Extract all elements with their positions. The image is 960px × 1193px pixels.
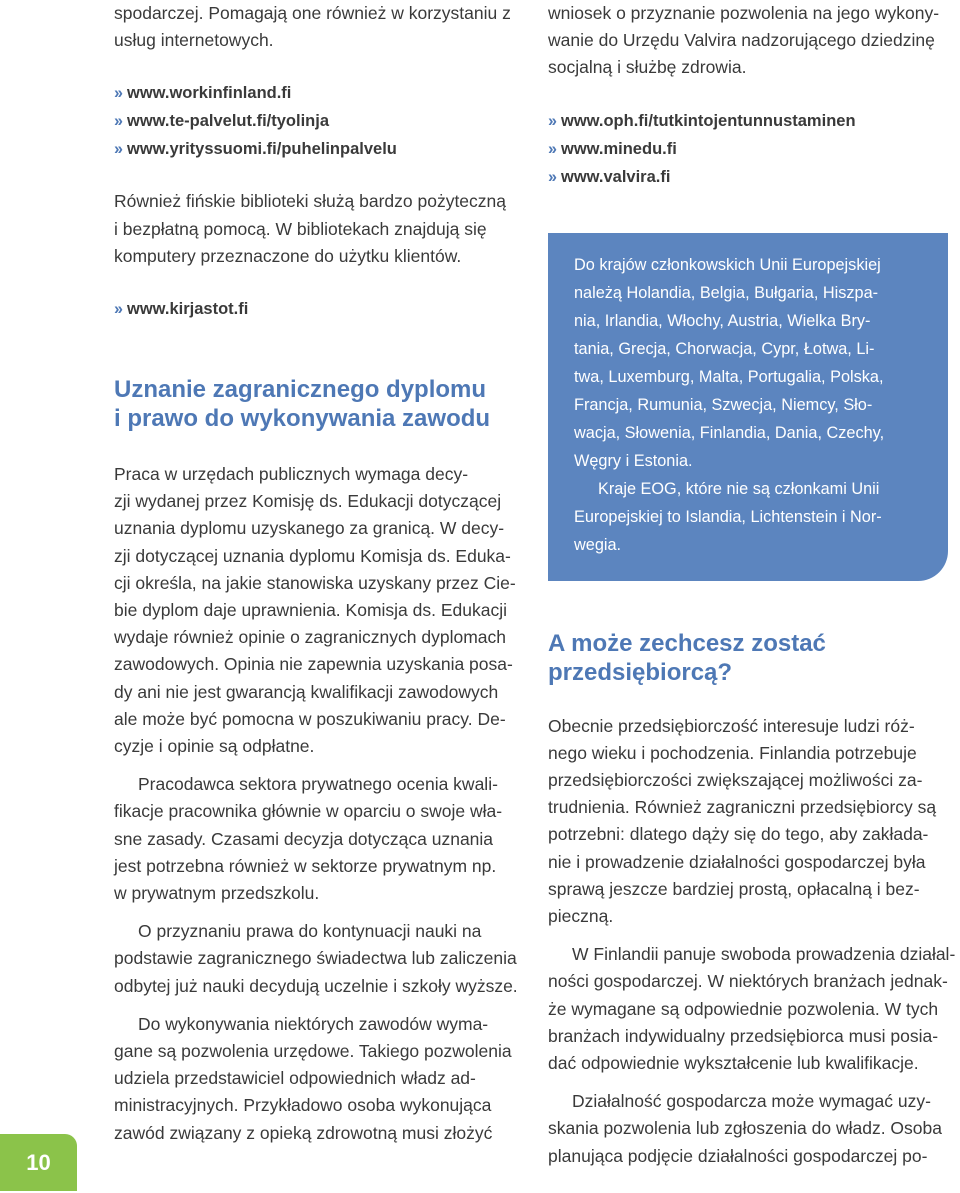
link-oph[interactable]: www.oph.fi/tutkintojentunnustaminen — [561, 111, 856, 130]
text-line: usług internetowych. — [114, 30, 274, 51]
text-line: Pracodawca sektora prywatnego ocenia kwali- — [138, 774, 498, 795]
heading-line: Uznanie zagranicznego dyplomu — [114, 376, 487, 404]
text-line: uznania dyplomu uzyskanego za granicą. W decy- — [114, 518, 505, 539]
text-line: ministracyjnych. Przykładowo osoba wykonująca — [114, 1095, 492, 1116]
text-line: sne zasady. Czasami decyzja dotycząca uznania — [114, 828, 494, 849]
text-line: komputery przeznaczone do użytku klientów. — [114, 245, 462, 266]
link-item[interactable] — [548, 163, 948, 191]
text-line: jest potrzebna również w sektorze prywatnym np. — [114, 855, 497, 876]
paragraph-public-sector — [114, 461, 524, 760]
text-line: zji wydanej przez Komisję ds. Edukacji dotyczącej — [114, 491, 502, 512]
text-line: potrzebni: dlatego dąży się do tego, aby zakłada- — [548, 824, 929, 845]
paragraph-entrepreneurship — [548, 713, 948, 931]
text-line: dy ani nie jest gwarancją kwalifikacji zawodowych — [114, 681, 499, 702]
text-line: odbytej już nauki decydują uczelnie i szkoły wyższe. — [114, 975, 518, 996]
box-line: Węgry i Estonia. — [574, 451, 693, 470]
heading-line: przedsiębiorcą? — [548, 658, 733, 686]
box-line: Do krajów członkowskich Unii Europejskiej — [574, 255, 881, 274]
text-line: bie dyplom daje uprawnienia. Komisja ds. Edukacji — [114, 600, 507, 621]
text-line: skania pozwolenia lub zgłoszenia do władz. Osoba — [548, 1118, 942, 1139]
text-line: w prywatnym przedszkolu. — [114, 883, 320, 904]
chevron-right-icon: ›› — [548, 139, 555, 158]
text-line: ale może być pomocna w poszukiwaniu pracy. De- — [114, 708, 506, 729]
text-line: ności gospodarczej. W niektórych branżach jednak- — [548, 971, 948, 992]
paragraph-private-sector — [114, 771, 524, 907]
text-line: trudnienia. Również zagraniczni przedsiębiorcy są — [548, 797, 937, 818]
box-line: Europejskiej to Islandia, Lichtenstein i Nor- — [574, 507, 882, 526]
box-line: Francja, Rumunia, Szwecja, Niemcy, Sło- — [574, 395, 873, 414]
text-line: wydaje również opinie o zagranicznych dyplomach — [114, 627, 507, 648]
section-heading-diploma — [114, 375, 524, 433]
text-line: i bezpłatną pomocą. W bibliotekach znajdują się — [114, 218, 487, 239]
library-paragraph — [114, 188, 524, 270]
link-list-authorities — [548, 107, 948, 191]
text-line: nego wieku i pochodzenia. Finlandia potrzebuje — [548, 742, 917, 763]
text-line: Do wykonywania niektórych zawodów wyma- — [138, 1013, 489, 1034]
link-item[interactable] — [114, 79, 524, 107]
text-line: wanie do Urzędu Valvira nadzorującego dziedzinę — [548, 30, 935, 51]
text-line: pieczną. — [548, 906, 614, 927]
text-line: podstawie zagranicznego świadectwa lub zaliczenia — [114, 948, 517, 969]
chevron-right-icon: ›› — [548, 111, 555, 130]
heading-line: i prawo do wykonywania zawodu — [114, 405, 491, 433]
box-line: wacja, Słowenia, Finlandia, Dania, Czechy, — [574, 423, 885, 442]
link-minedu[interactable]: www.minedu.fi — [561, 139, 677, 158]
text-line: udziela przedstawiciel odpowiednich władz ad- — [114, 1068, 476, 1089]
text-line: O przyznaniu prawa do kontynuacji nauki na — [138, 921, 482, 942]
eu-countries-infobox — [548, 233, 948, 581]
box-line: Kraje EOG, które nie są członkami Unii — [598, 479, 880, 498]
chevron-right-icon: ›› — [114, 112, 121, 131]
text-line: Obecnie przedsiębiorczość interesuje ludzi róż- — [548, 715, 915, 736]
text-line: socjalną i służbę zdrowia. — [548, 57, 747, 78]
text-line: że wymagane są odpowiednie pozwolenia. W tych — [548, 998, 939, 1019]
intro-paragraph-right — [548, 0, 948, 82]
paragraph-permits — [114, 1011, 524, 1147]
link-list-library — [114, 295, 524, 323]
intro-paragraph — [114, 0, 524, 54]
link-kirjastot[interactable]: www.kirjastot.fi — [127, 300, 249, 319]
link-item[interactable] — [114, 135, 524, 163]
chevron-right-icon: ›› — [114, 140, 121, 159]
link-te-palvelut[interactable]: www.te-palvelut.fi/tyolinja — [127, 112, 329, 131]
text-line: przedsiębiorczości zwiększającej możliwości za- — [548, 770, 923, 791]
text-line: zji dotyczącej uznania dyplomu Komisja ds. Eduka- — [114, 545, 511, 566]
section-heading-entrepreneur — [548, 629, 948, 687]
text-line: cyzje i opinie są odpłatne. — [114, 736, 315, 757]
page-number-badge — [0, 1134, 77, 1191]
heading-line: A może zechcesz zostać — [548, 629, 826, 657]
text-line: wniosek o przyznanie pozwolenia na jego wykony- — [548, 3, 940, 23]
right-column — [548, 0, 956, 1170]
text-line: W Finlandii panuje swoboda prowadzenia działal- — [572, 944, 956, 965]
paragraph-business-freedom — [548, 941, 956, 1077]
link-item[interactable] — [548, 107, 948, 135]
text-line: Praca w urzędach publicznych wymaga decy- — [114, 464, 469, 485]
box-line: tania, Grecja, Chorwacja, Cypr, Łotwa, Li- — [574, 339, 875, 358]
text-line: Działalność gospodarcza może wymagać uzy- — [572, 1091, 931, 1112]
text-line: fikacje pracownika głównie w oparciu o swoje wła- — [114, 801, 503, 822]
text-line: planująca podjęcie działalności gospodarczej po- — [548, 1145, 928, 1166]
link-item[interactable] — [114, 107, 524, 135]
page-number: 10 — [26, 1149, 51, 1175]
box-line: należą Holandia, Belgia, Bułgaria, Hiszpa- — [574, 283, 879, 302]
text-line: zawodowych. Opinia nie zapewnia uzyskania posa- — [114, 654, 513, 675]
paragraph-further-study — [114, 918, 524, 1000]
link-list-services — [114, 79, 524, 163]
text-line: branżach indywidualny przedsiębiorca musi posia- — [548, 1025, 939, 1046]
link-yrityssuomi[interactable]: www.yrityssuomi.fi/puhelinpalvelu — [127, 140, 397, 159]
left-column — [114, 0, 524, 1147]
text-line: zawód związany z opieką zdrowotną musi złożyć — [114, 1122, 493, 1143]
text-line: nie i prowadzenie działalności gospodarczej była — [548, 851, 926, 872]
box-line: nia, Irlandia, Włochy, Austria, Wielka Bry- — [574, 311, 871, 330]
link-workinfinland[interactable]: www.workinfinland.fi — [127, 84, 292, 103]
chevron-right-icon: ›› — [114, 84, 121, 103]
text-line: gane są pozwolenia urzędowe. Takiego pozwolenia — [114, 1041, 512, 1062]
box-line: wegia. — [574, 535, 622, 554]
paragraph-business-permits — [548, 1088, 948, 1170]
text-line: cji określa, na jakie stanowiska uzyskany przez Cie- — [114, 572, 516, 593]
text-line: Również fińskie biblioteki służą bardzo pożyteczną — [114, 191, 507, 212]
text-line: sprawą jeszcze bardziej prostą, opłacalną i bez- — [548, 878, 920, 899]
text-line: dać odpowiednie wykształcenie lub kwalifikacje. — [548, 1053, 919, 1074]
link-item[interactable] — [114, 295, 524, 323]
link-item[interactable] — [548, 135, 948, 163]
chevron-right-icon: ›› — [548, 167, 555, 186]
text-line: spodarczej. Pomagają one również w korzystaniu z — [114, 3, 511, 23]
box-line: twa, Luxemburg, Malta, Portugalia, Polska, — [574, 367, 884, 386]
chevron-right-icon: ›› — [114, 300, 121, 319]
link-valvira[interactable]: www.valvira.fi — [561, 167, 671, 186]
